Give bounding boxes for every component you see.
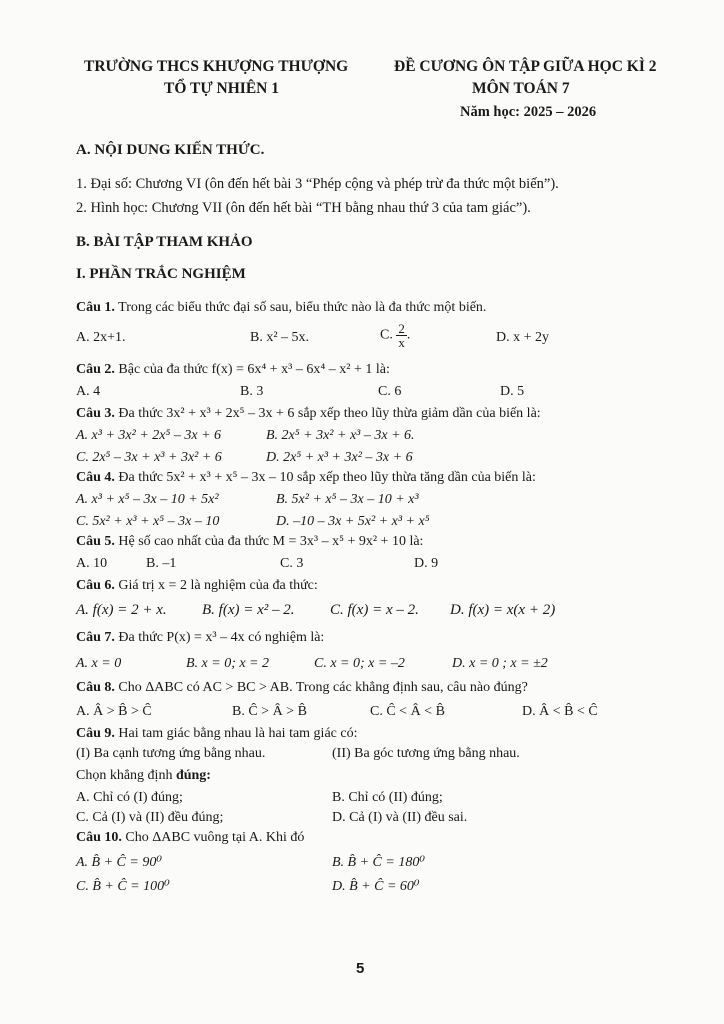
- option-c[interactable]: C. 6: [378, 384, 402, 399]
- option-d[interactable]: D. B̂ + Ĉ = 60⁰: [332, 879, 420, 894]
- question-text: Đa thức 5x² + x³ + x⁵ – 3x – 10 sắp xếp theo lũy thừa tăng dần của biến là:: [114, 470, 536, 485]
- part-1-title: I. PHẦN TRẮC NGHIỆM: [76, 266, 246, 282]
- question-label: Câu 1.: [76, 300, 115, 315]
- statement-2: (II) Ba góc tương ứng bằng nhau.: [332, 746, 520, 761]
- question-label: Câu 4.: [76, 470, 115, 485]
- option-d[interactable]: D. f(x) = x(x + 2): [450, 602, 556, 618]
- section-b-title: B. BÀI TẬP THAM KHẢO: [76, 234, 253, 250]
- option-c[interactable]: C. f(x) = x – 2.: [330, 602, 419, 618]
- option-a[interactable]: A. 4: [76, 384, 101, 399]
- option-c[interactable]: C. 2x⁵ – 3x + x³ + 3x² + 6: [76, 450, 222, 465]
- choose-prefix: Chọn khẳng định: [76, 768, 176, 783]
- question-label: Câu 7.: [76, 630, 115, 645]
- question-text: Bậc của đa thức f(x) = 6x⁴ + x³ – 6x⁴ – x² + 1 là:: [114, 362, 390, 377]
- question-text: Hệ số cao nhất của đa thức M = 3x³ – x⁵ + 9x² + 10 là:: [114, 534, 424, 549]
- section-a-item-1: 1. Đại số: Chương VI (ôn đến hết bài 3 “Phép cộng và phép trừ đa thức một biến”).: [76, 176, 559, 192]
- fraction-denominator: x: [398, 335, 405, 350]
- question-label: Câu 10.: [76, 830, 122, 845]
- question-label: Câu 8.: [76, 680, 115, 695]
- option-a[interactable]: A. Chỉ có (I) đúng;: [76, 790, 183, 805]
- option-d[interactable]: D. x = 0 ; x = ±2: [452, 656, 548, 671]
- option-d[interactable]: D. –10 – 3x + 5x² + x³ + x⁵: [276, 514, 430, 529]
- option-d[interactable]: D. 9: [414, 556, 439, 571]
- school-name: TRƯỜNG THCS KHƯỢNG THƯỢNG: [84, 58, 349, 75]
- question-text: Cho ΔABC có AC > BC > AB. Trong các khẳng định sau, câu nào đúng?: [114, 680, 528, 695]
- option-a[interactable]: A. 2x+1.: [76, 330, 126, 345]
- question-10: [76, 830, 304, 846]
- question-label: Câu 6.: [76, 578, 115, 593]
- option-c-prefix: C.: [380, 327, 393, 343]
- option-a[interactable]: A. B̂ + Ĉ = 90⁰: [76, 855, 162, 870]
- choose-emphasis: đúng:: [175, 768, 211, 783]
- option-b[interactable]: B. 5x² + x⁵ – 3x – 10 + x³: [276, 492, 419, 507]
- question-7: [76, 630, 324, 646]
- option-a[interactable]: A. 10: [76, 556, 108, 571]
- choose-instruction: [76, 768, 211, 784]
- option-d[interactable]: D. 5: [500, 384, 525, 399]
- option-c[interactable]: C. Ĉ < Â < B̂: [370, 704, 445, 719]
- school-year: Năm học: 2025 – 2026: [460, 104, 597, 120]
- question-text: Trong các biểu thức đại số sau, biểu thức nào là đa thức một biến.: [114, 300, 487, 315]
- option-b[interactable]: B. x² – 5x.: [250, 330, 310, 345]
- option-d[interactable]: D. Cả (I) và (II) đều sai.: [332, 810, 468, 825]
- option-b[interactable]: B. x = 0; x = 2: [186, 656, 270, 671]
- question-5: [76, 534, 423, 550]
- option-b[interactable]: B. f(x) = x² – 2.: [202, 602, 295, 618]
- section-a-item-2: 2. Hình học: Chương VII (ôn đến hết bài “TH bằng nhau thứ 3 của tam giác”).: [76, 200, 531, 216]
- question-4: [76, 470, 536, 486]
- question-label: Câu 9.: [76, 726, 115, 741]
- question-text: Đa thức 3x² + x³ + 2x⁵ – 3x + 6 sắp xếp theo lũy thừa giảm dần của biến là:: [114, 406, 541, 421]
- question-text: Cho ΔABC vuông tại A. Khi đó: [121, 830, 305, 845]
- option-a[interactable]: A. Â > B̂ > Ĉ: [76, 704, 152, 719]
- option-c[interactable]: C. 5x² + x³ + x⁵ – 3x – 10: [76, 514, 220, 529]
- option-c[interactable]: C. $\frac{2}{x}$ .: [380, 321, 411, 350]
- option-b[interactable]: B. Ĉ > Â > B̂: [232, 704, 307, 719]
- question-8: [76, 680, 528, 696]
- subject-name: MÔN TOÁN 7: [472, 80, 570, 97]
- option-a[interactable]: A. x³ + x⁵ – 3x – 10 + 5x²: [76, 492, 219, 507]
- question-label: Câu 2.: [76, 362, 115, 377]
- question-text: Hai tam giác bằng nhau là hai tam giác có:: [114, 726, 358, 741]
- question-label: Câu 3.: [76, 406, 115, 421]
- option-c[interactable]: C. x = 0; x = –2: [314, 656, 405, 671]
- option-b[interactable]: B. B̂ + Ĉ = 180⁰: [332, 855, 425, 870]
- statement-1: (I) Ba cạnh tương ứng bằng nhau.: [76, 746, 266, 761]
- question-text: Đa thức P(x) = x³ – 4x có nghiệm là:: [114, 630, 325, 645]
- option-a[interactable]: A. f(x) = 2 + x.: [76, 602, 167, 618]
- question-2: [76, 362, 390, 378]
- option-b[interactable]: B. Chỉ có (II) đúng;: [332, 790, 443, 805]
- option-a[interactable]: A. x³ + 3x² + 2x⁵ – 3x + 6: [76, 428, 222, 443]
- question-6: [76, 578, 318, 594]
- page-number: 5: [356, 960, 365, 977]
- question-text: Giá trị x = 2 là nghiệm của đa thức:: [114, 578, 318, 593]
- option-b[interactable]: B. 2x⁵ + 3x² + x³ – 3x + 6.: [266, 428, 415, 443]
- question-3: [76, 406, 541, 422]
- question-1: [76, 300, 486, 316]
- option-c[interactable]: C. Cả (I) và (II) đều đúng;: [76, 810, 224, 825]
- option-d[interactable]: D. 2x⁵ + x³ + 3x² – 3x + 6: [266, 450, 413, 465]
- fraction: [396, 322, 407, 349]
- option-b[interactable]: B. –1: [146, 556, 177, 571]
- section-a-title: A. NỘI DUNG KIẾN THỨC.: [76, 142, 265, 158]
- option-b[interactable]: B. 3: [240, 384, 264, 399]
- option-c[interactable]: C. B̂ + Ĉ = 100⁰: [76, 879, 170, 894]
- document-title: ĐỀ CƯƠNG ÔN TẬP GIỮA HỌC KÌ 2: [394, 58, 657, 75]
- department-name: TỔ TỰ NHIÊN 1: [164, 80, 279, 97]
- option-d[interactable]: D. Â < B̂ < Ĉ: [522, 704, 598, 719]
- option-a[interactable]: A. x = 0: [76, 656, 122, 671]
- question-9: [76, 726, 357, 742]
- option-d[interactable]: D. x + 2y: [496, 330, 550, 345]
- fraction-numerator: 2: [398, 321, 405, 336]
- question-label: Câu 5.: [76, 534, 115, 549]
- option-c[interactable]: C. 3: [280, 556, 304, 571]
